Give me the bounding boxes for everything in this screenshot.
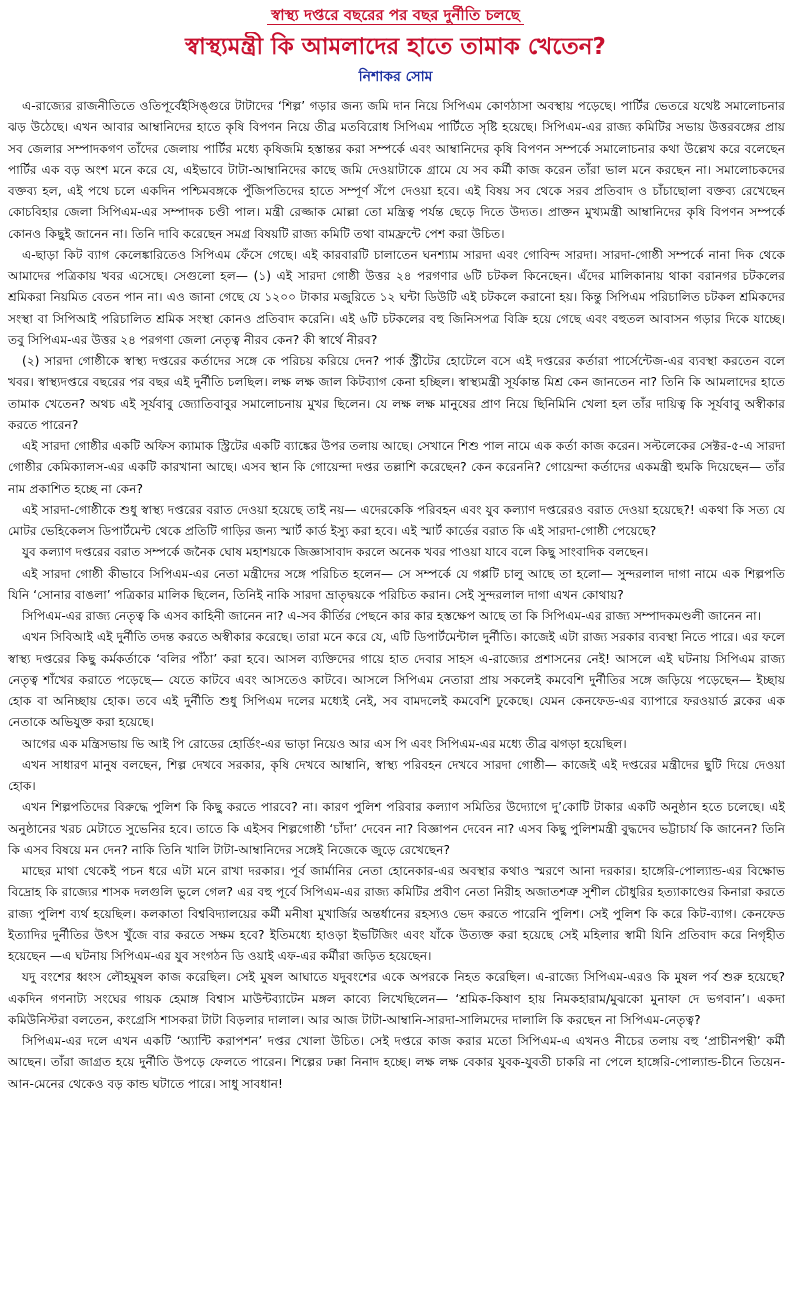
paragraph: আগের এক মন্ত্রিসভায় ভি আই পি রোডের হোর্ডিং-এর ভাড়া নিয়েও আর এস পি এবং সিপিএম-এর মধ্যে তীব্র ঝগড়া হয়েছিল। — [22, 736, 627, 751]
paragraph: (২) সারদা গোষ্ঠীকে স্বাস্থ্য দপ্তরের কর্তাদের সঙ্গে কে পরিচয় করিয়ে দেন? পার্ক স্ট্রীটের হোটেলে বসে এই দপ্তরের কর্তারা পার্সেন্টেজ-এর ব্যবস্থা করতেন বলে খবর। স্বাস্থ্যদপ্তরে বছরের পর বছর এই দুর্নীতি চলছিল। লক্ষ লক্ষ জাল কিটব্যাগ কেনা হচ্ছিল। স্বাস্থ্যমন্ত্রী সূর্যকান্ত মিশ্র কেন জানতেন না? তিনি কি আমলাদের হাতে তামাক খেতেন? অথচ এই সূর্যবাবু জ্যোতিবাবুর সমালোচনায় মুখর ছিলেন। যে লক্ষ লক্ষ মানুষের প্রাণ নিয়ে ছিনিমিনি খেলা হল তাঁর দায়িত্ব কি সূর্যবাবু অস্বীকার করতে পারেন? — [8, 354, 785, 432]
article-kicker: স্বাস্থ্য দপ্তরে বছরের পর বছর দুর্নীতি চলছে — [267, 6, 524, 25]
paragraph: যদু বংশের ধ্বংস লৌহমুষল কাজ করেছিল। সেই মুষল আঘাতে যদুবংশের একে অপরকে নিহত করেছিল। এ-রাজ্যে সিপিএম-এরও কি মুষল পর্ব শুরু হয়েছে? একদিন গণনাট্য সংঘের গায়ক হেমাঙ্গ বিশ্বাস মাউন্টব্যাটেন মঙ্গল কাব্যে লিখেছিলেন— ‘শ্রমিক-কিষাণ হায় নিমকহারাম/মুঝকো মুনাফা দে ভগবান’। একদা কমিউনিস্টরা বলতেন, কংগ্রেসি শাসকরা টাটা বিড়লার দালাল। আর আজ টাটা-আম্বানি-সারদা-সালিমদের দালালি কি করছেন না সিপিএম-নেতৃত্ব? — [8, 970, 785, 1027]
paragraph: এখন শিল্পপতিদের বিরুদ্ধে পুলিশ কি কিছু করতে পারবে? না। কারণ পুলিশ পরিবার কল্যাণ সমিতির উদ্যোগে দু’কোটি টাকার একটি অনুষ্ঠান হতে চলেছে। এই অনুষ্ঠানের খরচ মেটাতে সুভেনির হবে। তাতে কি এইসব শিল্পগোষ্ঠী ‘চাঁদা’ দেবেন না? বিজ্ঞাপন দেবেন না? এসব কিছু পুলিশমন্ত্রী বুদ্ধদেব ভট্টাচার্য কি জানেন? তিনি কি এসব বিষয়ে মন দেন? নাকি তিনি খালি টাটা-আম্বানিদের সঙ্গেই নিজেকে জুড়ে রেখেছেন? — [8, 800, 785, 857]
paragraph: এই সারদা গোষ্ঠীর একটি অফিস ক্যামাক স্ট্রিটের একটি ব্যাঙ্কের উপর তলায় আছে। সেখানে শিশু পাল নামে এক কর্তা কাজ করেন। সল্টলেকের সেক্টর-৫-এ সারদা গোষ্ঠীর কেমিক্যালস-এর একটি কারখানা আছে। এসব স্থান কি গোয়েন্দা দপ্তর তল্লাশি করেছেন? কেন করেননি? গোয়েন্দা কর্তাদের একমন্ত্রী হুমকি দিয়েছেন— তাঁর নাম প্রকাশিত হচ্ছে না কেন? — [8, 439, 785, 496]
paragraph: সিপিএম-এর রাজ্য নেতৃত্ব কি এসব কাহিনী জানেন না? এ-সব কীর্তির পেছনে কার কার হস্তক্ষেপ আছে তা কি সিপিএম-এর রাজ্য সম্পাদকমণ্ডলী জানেন না। — [22, 609, 762, 623]
paragraph: এখন সিবিআই এই দুর্নীতি তদন্ত করতে অস্বীকার করেছে। তারা মনে করে যে, এটি ডিপার্টমেন্টাল দুর্নীতি। কাজেই এটা রাজ্য সরকার ব্যবস্থা নিতে পারে। এর ফলে স্বাস্থ্য দপ্তরের কিছু কর্মকর্তাকে ‘বলির পাঁঠা’ করা হবে। আসল ব্যক্তিদের গায়ে হাত দেবার সাহস এ-রাজ্যের প্রশাসনের নেই! আসলে এই ঘটনায় সিপিএম রাজ্য নেতৃত্ব শাঁখের করাতে পড়েছে— যেতে কাটবে এবং আসতেও কাটবে। আসলে সিপিএম নেতারা প্রায় সকলেই কমবেশি দুর্নীতির সঙ্গে জড়িয়ে পড়েছেন— ইচ্ছায় হোক বা অনিচ্ছায় হোক। তবে এই দুর্নীতি শুধু সিপিএম দলের মধ্যেই নেই, সব বামদলেই কমবেশি ঢুকেছে। যেমন কেনফেড-এর ব্যাপারে ফরওয়ার্ড ব্লকের এক নেতাকে অভিযুক্ত করা হয়েছে। — [8, 630, 785, 730]
paragraph: এ-ছাড়া কিট ব্যাগ কেলেঙ্কারিতেও সিপিএম ফেঁসে গেছে। এই কারবারটি চালাতেন ঘনশ্যাম সারদা এবং গোবিন্দ সারদা। সারদা-গোষ্ঠী সম্পর্কে নানা দিক থেকে আমাদের পত্রিকায় খবর এসেছে। সেগুলো হল— (১) এই সারদা গোষ্ঠী উত্তর ২৪ পরগণার ৬টি চটকল কিনেছেন। এঁদের মালিকানায় থাকা বরানগর চটকলের শ্রমিকরা নিয়মিত বেতন পান না। এও জানা গেছে যে ১২০০ টাকার মজুরিতে ১২ ঘন্টা ডিউটি এই চটকলে করানো হয়। কিন্তু সিপিএম পরিচালিত চটকল শ্রমিকদের সংস্থা বা সিপিআই পরিচালিত শ্রমিক সংস্থা কোনও প্রতিবাদ করেনি। এই ৬টি চটকলের বহু জিনিসপত্র বিক্রি হয়ে গেছে এবং বহুতল আবাসন গড়ার দিকে যাচ্ছে। তবু সিপিএম-এর উত্তর ২৪ পরগণা জেলা নেতৃত্ব নীরব কেন? কী স্বার্থে নীরব? — [8, 247, 785, 347]
article-headline: স্বাস্থ্যমন্ত্রী কি আমলাদের হাতে তামাক খেতেন? — [185, 34, 606, 60]
paragraph: মাছের মাথা থেকেই পচন ধরে এটা মনে রাখা দরকার। পূর্ব জার্মানির নেতা হোনেকার-এর অবস্থার কথাও স্মরণে আনা দরকার। হাঙ্গেরি-পোল্যান্ড-এর বিক্ষোভ বিদ্রোহ কি রাজ্যের শাসক দলগুলি ভুলে গেল? এর বহু পূর্বে সিপিএম-এর রাজ্য কমিটির প্রবীণ নেতা নিরীহ অজাতশত্রু সুশীল চৌধুরির হত্যাকাণ্ডের কিনারা করতে রাজ্য পুলিশ ব্যর্থ হয়েছিল। কলকাতা বিশ্ববিদ্যালয়ের কর্মী মনীষা মুখার্জির অন্তর্ধানের রহস্যও ভেদ করতে পারেনি পুলিশ। সেই পুলিশ কি করে কিট-ব্যাগ। কেনফেড ইত্যাদির দুর্নীতির উৎস খুঁজে বার করতে সক্ষম হবে? ইতিমধ্যে হাওড়া ইভটিজিং এবং যাঁকে উত্যক্ত করা হয়েছে সেই মহিলার স্বামী যিনি প্রতিবাদ করে নিগৃহীত হয়েছেন —এ ঘটনায় সিপিএম-এর যুব সংগঠন ডি ওয়াই এফ-এর কর্মীরা জড়িত হয়েছেন। — [8, 864, 785, 963]
paragraph: এই সারদা-গোষ্ঠীকে শুধু স্বাস্থ্য দপ্তরের বরাত দেওয়া হয়েছে তাই নয়— এদেরকেকি পরিবহন এবং যুব কল্যাণ দপ্তরেরও বরাত দেওয়া হয়েছে?! একথা কি সত্য যে মোটর ভেহিকেলস ডিপার্টমেন্ট থেকে প্রতিটি গাড়ির জন্য স্মার্ট কার্ড ইস্যু করা হবে। এই স্মার্ট কার্ডের বরাত কি এই সারদা-গোষ্ঠী পেয়েছে? — [8, 502, 785, 538]
paragraph: যুব কল্যাণ দপ্তরের বরাত সম্পর্কে জনৈক ঘোষ মহাশয়কে জিজ্ঞাসাবাদ করলে অনেক খবর পাওয়া যাবে বলে কিছু সাংবাদিক বলছেন। — [22, 545, 649, 560]
paragraph: এখন সাধারণ মানুষ বলছেন, শিল্প দেখবে সরকার, কৃষি দেখবে আম্বানি, স্বাস্থ্য পরিবহন দেখবে সারদা গোষ্ঠী— কাজেই এই দপ্তরের মন্ত্রীদের ছুটি দিয়ে দেওয়া হোক। — [8, 757, 785, 793]
article-author: নিশাকর সোম — [358, 69, 433, 85]
paragraph: এই সারদা গোষ্ঠী কীভাবে সিপিএম-এর নেতা মন্ত্রীদের সঙ্গে পরিচিত হলেন— সে সম্পর্কে যে গপ্পটি চালু আছে তা হলো— সুন্দরলাল দাগা নামে এক শিল্পপতি যিনি ‘সোনার বাঙলা’ পত্রিকার মালিক ছিলেন, তিনিই নাকি সারদা ভ্রাতৃদ্বয়কে পরিচিত করান। সেই সুন্দরলাল দাগা এখন কোথায়? — [8, 566, 785, 602]
kicker-wrap — [4, 6, 787, 28]
paragraph: সিপিএম-এর দলে এখন একটি ‘অ্যান্টি করাপশন’ দপ্তর খোলা উচিত। সেই দপ্তরে কাজ করার মতো সিপিএম-এ এখনও নীচের তলায় বহু ‘প্রাচীনপন্থী’ কর্মী আছেন। তাঁরা জাগ্রত হয়ে দুর্নীতি উপড়ে ফেলতে পারেন। শিল্পের ঢক্কা নিনাদ হচ্ছে। লক্ষ লক্ষ বেকার যুবক-যুবতী চাকরি না পেলে হাঙ্গেরি-পোল্যান্ড-চীনে তিয়েন-আন-মেনের থেকেও বড় কান্ড ঘটাতে পারে। সাধু সাবধান! — [8, 1034, 785, 1091]
paragraph: এ-রাজ্যের রাজনীতিতে ওতিপূর্বেইসিঙ্গুরে টাটাদের ‘শিল্প’ গড়ার জন্য জমি দান নিয়ে সিপিএম কোণঠাসা অবস্থায় পড়েছে। পার্টির ভেতরে যথেষ্ট সমালোচনার ঝড় উঠেছে। এখন আবার আম্বানিদের হাতে কৃষি বিপণন নিয়ে তীব্র মতবিরোধ সিপিএম পার্টিতে সৃষ্টি হয়েছে। সিপিএম-এর রাজ্য কমিটির সভায় উত্তরবঙ্গের প্রায় সব জেলার সম্পাদকগণ তাঁদের জেলায় পার্টির মধ্যে কৃষিজমি হস্তান্তর করা সম্পর্কে এবং আম্বানিদের কৃষি বিপণন সম্পর্কে সমালোচনার কথা উল্লেখ করে বলেছেন পার্টির এক বড় অংশ মনে করে যে, এইভাবে টাটা-আম্বানিদের কাছে জমি দেওয়াটাকে গ্রামে যে সব কর্মী কাজ করেন তাঁরা ভাল মনে করছেন না। সমালোচকদের বক্তব্য হল, এই পথে চলে একদিন পশ্চিমবঙ্গকে পুঁজিপতিদের হাতে সম্পূর্ণ সঁপে দেওয়া হবে। এই বিষয় সব থেকে সরব প্রতিবাদ ও চাঁচাছোলা বক্তব্য রেখেছেন কোচবিহার জেলা সিপিএম-এর সম্পাদক চণ্ডী পাল। মন্ত্রী রেজ্জাক মোল্লা তো মন্ত্রিত্ব পর্যন্ত ছেড়ে দিতে উদ্যত। প্রাক্তন মুখ্যমন্ত্রী আম্বানিদের কৃষি বিপণন সম্পর্কে কোনও কিছুই জানেন না। তিনি দাবি করেছেন সমগ্র বিষয়টি রাজ্য কমিটি তথা বামফ্রন্টে পেশ করা উচিত। — [8, 99, 785, 241]
article-body — [4, 96, 787, 1095]
